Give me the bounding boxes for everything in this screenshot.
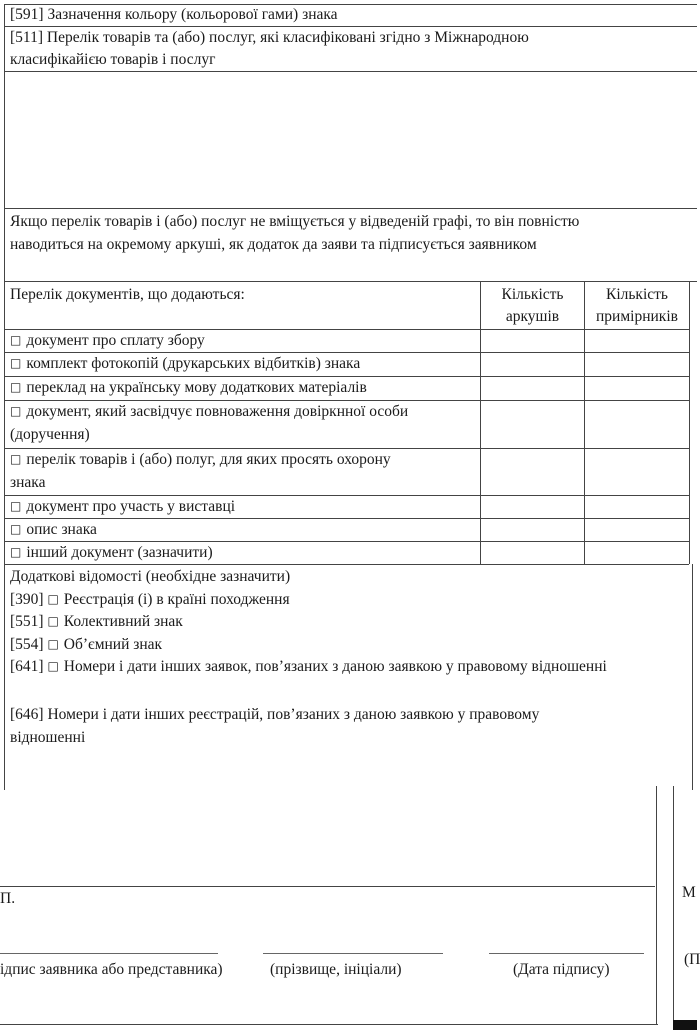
rule xyxy=(689,281,690,564)
col-copies-header: Кількість xyxy=(605,286,668,303)
option-label: □ Колективний знак xyxy=(47,613,182,630)
option-551[interactable] xyxy=(10,611,183,633)
document-checkbox-row[interactable]: □ комплект фотокопій (друкарських відбитків) знака xyxy=(10,353,360,375)
name-line xyxy=(263,953,443,954)
documents-header: Перелік документів, що додаються: xyxy=(10,286,245,303)
field-646-label: [646] Номери і дати інших реєстрацій, пов’язаних з даною заявкою у правовому xyxy=(10,706,540,723)
option-554[interactable] xyxy=(10,634,162,656)
option-code: [554] xyxy=(10,636,44,653)
overflow-note: Якщо перелік товарів і (або) послуг не вміщується у відведеній графі, то він повністю xyxy=(10,213,580,230)
rule xyxy=(656,786,657,1025)
rule xyxy=(692,564,693,790)
scan-edge-mark xyxy=(673,1020,697,1030)
field-511-label: класифікайією товарів і послуг xyxy=(10,51,216,68)
document-checkbox-row[interactable]: □ перелік товарів і (або) полуг, для яких просять охорону xyxy=(10,449,391,471)
rule xyxy=(4,208,697,209)
overflow-note: наводиться на окремому аркуші, як додаток да заяви та підписується заявником xyxy=(10,236,537,253)
option-390[interactable] xyxy=(10,589,290,611)
signature-line xyxy=(0,953,218,954)
name-caption: (прізвище, ініціали) xyxy=(270,961,402,978)
option-label: □ Об’ємний знак xyxy=(47,636,162,653)
document-checkbox-row[interactable]: □ документ про сплату збору xyxy=(10,330,205,352)
option-code: [551] xyxy=(10,613,44,630)
option-label: □ Номери і дати інших заявок, пов’язаних з даною заявкою у правовому відношенні xyxy=(47,658,606,675)
option-code: [641] xyxy=(10,658,44,675)
document-row-continuation: знака xyxy=(10,474,46,491)
field-591-label: [591] Зазначення кольору (кольорової гами) знака xyxy=(10,6,338,23)
rule xyxy=(0,886,655,887)
additional-header: Додаткові відомості (необхідне зазначити) xyxy=(10,568,291,585)
signature-caption: ідпис заявника або представника) xyxy=(0,961,223,978)
rule xyxy=(4,518,689,519)
document-checkbox-row[interactable]: □ опис знака xyxy=(10,519,97,541)
date-line xyxy=(489,953,644,954)
col-copies-header: примірників xyxy=(596,308,678,325)
rule xyxy=(673,786,674,1021)
field-511-label: [511] Перелік товарів та (або) послуг, які класифіковані згідно з Міжнародною xyxy=(10,29,529,46)
document-checkbox-row[interactable]: □ документ про участь у виставці xyxy=(10,496,235,518)
document-checkbox-row[interactable]: □ документ, який засвідчує повноваження довіркнної особи xyxy=(10,401,408,423)
right-panel-text: М xyxy=(682,884,696,901)
rule xyxy=(4,281,697,282)
option-641[interactable] xyxy=(10,656,607,678)
rule xyxy=(0,1024,658,1025)
option-code: [390] xyxy=(10,591,44,608)
document-checkbox-row[interactable]: □ переклад на українську мову додаткових матеріалів xyxy=(10,377,367,399)
col-sheets-header: Кількість xyxy=(501,286,564,303)
goods-services-field[interactable] xyxy=(5,72,695,207)
document-checkbox-row[interactable]: □ інший документ (зазначити) xyxy=(10,542,213,564)
option-label: □ Реєстрація (і) в країні походження xyxy=(47,591,289,608)
stamp-place-label: П. xyxy=(0,890,16,907)
field-646-label: відношенні xyxy=(10,729,86,746)
rule xyxy=(4,564,689,565)
document-row-continuation: (доручення) xyxy=(10,426,90,443)
right-panel-text: (П xyxy=(684,951,700,968)
date-caption: (Дата підпису) xyxy=(513,961,610,978)
col-sheets-header: аркушів xyxy=(505,308,560,325)
